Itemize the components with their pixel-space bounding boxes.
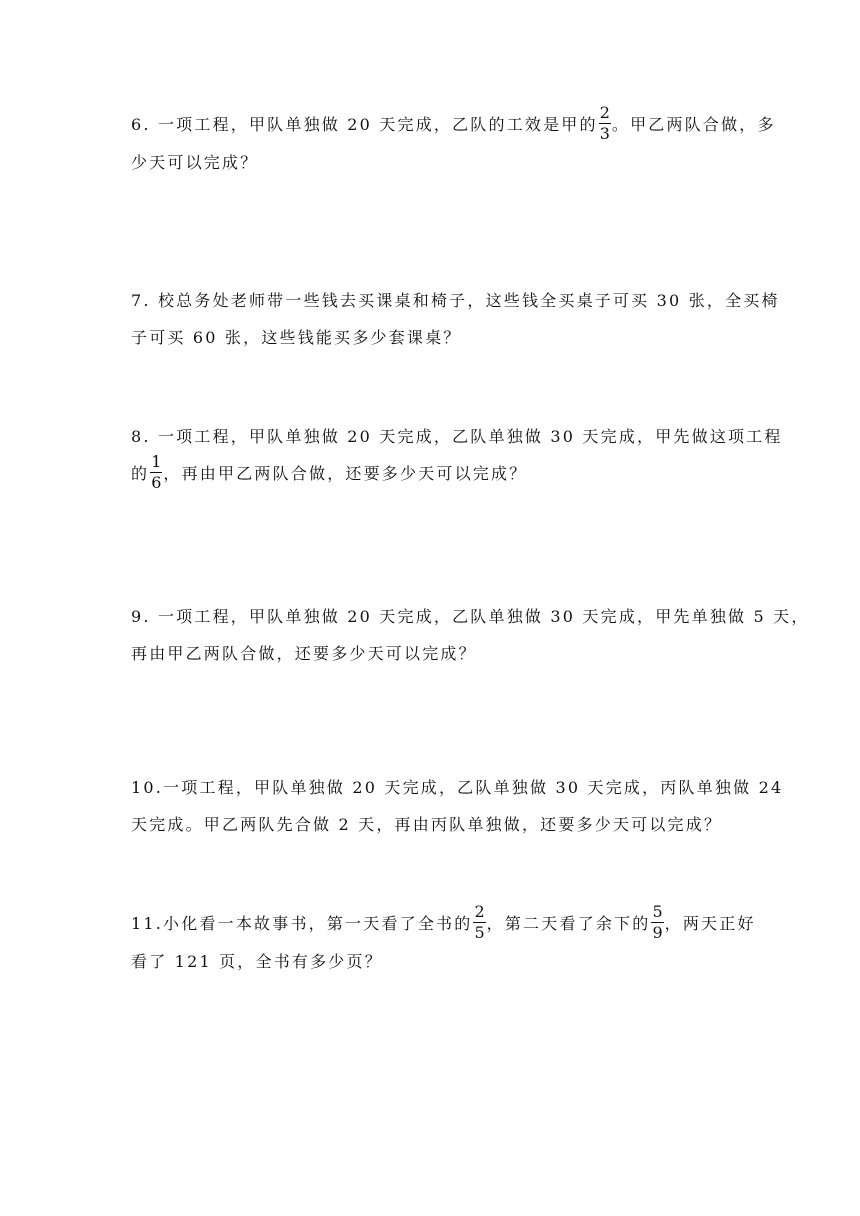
problem-8-line-1: [131, 418, 783, 455]
problem-10: [131, 769, 784, 843]
fraction: [599, 105, 611, 142]
problem-text: 一项工程，甲队单独做 20 天完成，乙队的工效是甲的: [157, 115, 598, 134]
problem-text: ，第二天看了余下的: [486, 914, 651, 933]
problem-number: 7.: [131, 291, 151, 310]
problem-9-line-1: [131, 598, 810, 635]
problem-number: 8.: [131, 427, 151, 446]
fraction: [150, 454, 162, 491]
problem-text: 。甲乙两队合做，多: [611, 115, 776, 134]
problem-10-line-1: [131, 769, 784, 806]
problem-text: ，两天正好: [664, 914, 756, 933]
fraction-numerator: 2: [474, 902, 485, 921]
fraction-denominator: 9: [652, 923, 663, 942]
problem-9-line-2: 再由甲乙两队合做，还要多少天可以完成？: [131, 644, 477, 663]
problem-8-line-2: [131, 452, 731, 493]
fraction-numerator: 1: [151, 452, 162, 471]
fraction: [473, 904, 485, 941]
problem-text: ，再由甲乙两队合做，还要多少天可以完成？: [163, 464, 528, 483]
fraction-denominator: 5: [474, 923, 485, 942]
problem-7-line-1: [131, 282, 780, 319]
problem-number: 9.: [131, 607, 151, 626]
problem-7: [131, 282, 780, 356]
problem-8: [131, 418, 783, 493]
problem-text: 一项工程，甲队单独做 20 天完成，乙队单独做 30 天完成，甲先单独做 5 天，: [157, 607, 810, 626]
problem-6: [131, 103, 776, 181]
problem-9: [131, 598, 810, 672]
problem-6-line-1: [131, 103, 776, 144]
fraction-denominator: 6: [151, 473, 162, 492]
problem-text: 小化看一本故事书，第一天看了全书的: [163, 914, 473, 933]
problem-text: 的: [131, 464, 150, 483]
problem-number: 11.: [131, 914, 164, 933]
problem-text: 一项工程，甲队单独做 20 天完成，乙队单独做 30 天完成，甲先做这项工程: [157, 427, 783, 446]
fraction-denominator: 3: [599, 124, 610, 143]
problem-number: 6.: [131, 115, 151, 134]
problem-11: [131, 902, 756, 980]
problem-6-line-2: 少天可以完成？: [131, 153, 259, 172]
problem-number: 10.: [131, 778, 164, 797]
problem-text: 一项工程，甲队单独做 20 天完成，乙队单独做 30 天完成，丙队单独做 24: [163, 778, 784, 797]
problem-11-line-1: [131, 902, 756, 943]
problem-11-line-2: 看了 121 页，全书有多少页？: [131, 952, 383, 971]
problem-7-line-2: 子可买 60 张，这些钱能买多少套课桌？: [131, 328, 462, 347]
fraction: [651, 904, 663, 941]
problem-10-line-2: 天完成。甲乙两队先合做 2 天，再由丙队单独做，还要多少天可以完成？: [131, 815, 723, 834]
problem-text: 校总务处老师带一些钱去买课桌和椅子，这些钱全买桌子可买 30 张，全买椅: [157, 291, 780, 310]
fraction-numerator: 2: [599, 103, 610, 122]
fraction-numerator: 5: [652, 902, 663, 921]
